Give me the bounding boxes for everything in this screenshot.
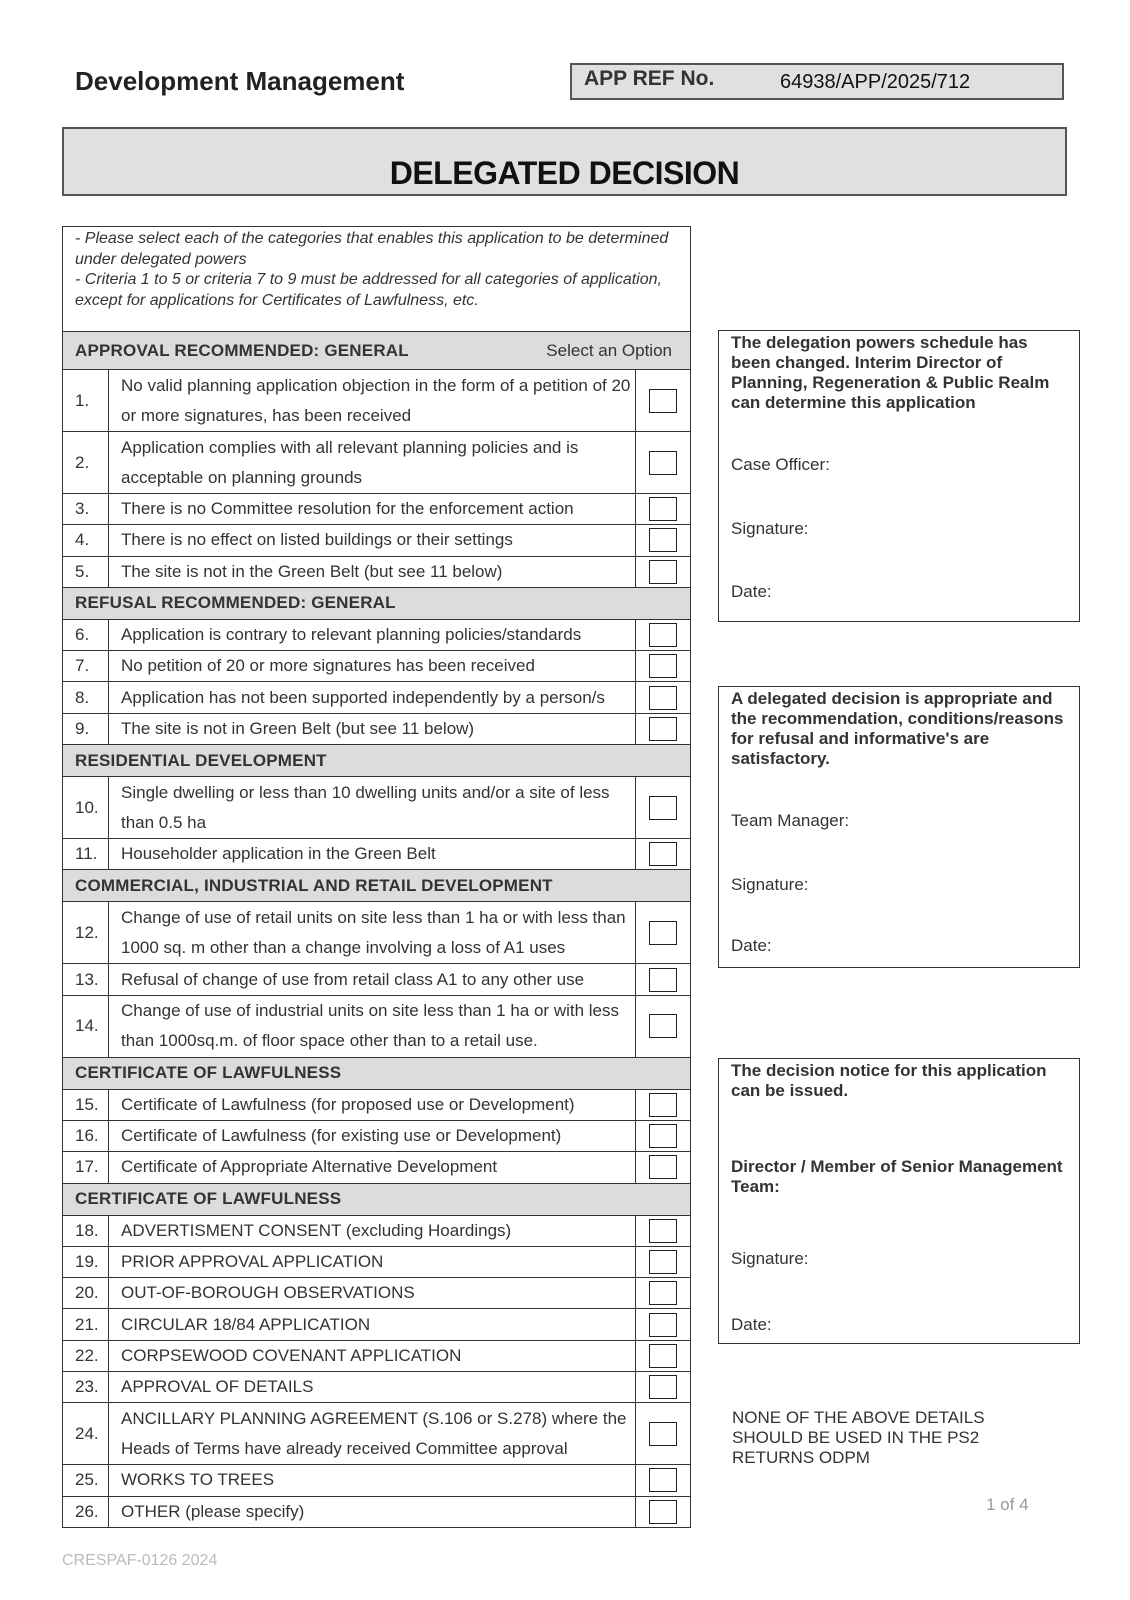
section-header — [63, 332, 691, 370]
criteria-checkbox[interactable] — [649, 796, 677, 820]
date-field[interactable]: Date: — [731, 582, 772, 601]
criteria-number: 1. — [63, 370, 109, 432]
criteria-number: 11. — [63, 839, 109, 870]
section-label: CERTIFICATE OF LAWFULNESS — [75, 1189, 342, 1209]
criteria-checkbox[interactable] — [649, 528, 677, 552]
criteria-checkbox[interactable] — [649, 1344, 677, 1368]
checkbox-cell — [636, 1152, 691, 1183]
checkbox-cell — [636, 1089, 691, 1120]
criteria-text: OTHER (please specify) — [109, 1496, 636, 1527]
criteria-text: No petition of 20 or more signatures has been received — [109, 651, 636, 682]
criteria-number: 4. — [63, 525, 109, 556]
date-field[interactable]: Date: — [731, 936, 772, 955]
criteria-row — [63, 964, 691, 995]
criteria-text: The site is not in the Green Belt (but see 11 below) — [109, 556, 636, 587]
criteria-row — [63, 1246, 691, 1277]
criteria-row — [63, 1152, 691, 1183]
criteria-row — [63, 777, 691, 839]
criteria-row — [63, 432, 691, 494]
checkbox-cell — [636, 839, 691, 870]
checkbox-cell — [636, 964, 691, 995]
team-manager-box — [718, 686, 1080, 968]
criteria-text: Certificate of Appropriate Alternative Development — [109, 1152, 636, 1183]
ps2-notice: NONE OF THE ABOVE DETAILS SHOULD BE USED IN THE PS2 RETURNS ODPM — [732, 1408, 985, 1467]
criteria-text: There is no effect on listed buildings or their settings — [109, 525, 636, 556]
criteria-checkbox[interactable] — [649, 1124, 677, 1148]
date-field[interactable]: Date: — [731, 1315, 772, 1334]
checkbox-cell — [636, 1340, 691, 1371]
page-indicator: 1 of 4 — [986, 1495, 1029, 1514]
section-header — [63, 870, 691, 902]
signature-field[interactable]: Signature: — [731, 1249, 809, 1268]
criteria-text: The site is not in Green Belt (but see 11 below) — [109, 713, 636, 744]
case-officer-field[interactable]: Case Officer: — [731, 455, 830, 474]
app-ref-box — [570, 63, 1064, 100]
checkbox-cell — [636, 1496, 691, 1527]
criteria-row — [63, 1215, 691, 1246]
checkbox-cell — [636, 682, 691, 713]
checkbox-cell — [636, 902, 691, 964]
criteria-number: 23. — [63, 1372, 109, 1403]
criteria-number: 21. — [63, 1309, 109, 1340]
criteria-text: No valid planning application objection in the form of a petition of 20 or more signatures, has been received — [109, 370, 636, 432]
criteria-row — [63, 1120, 691, 1151]
criteria-row — [63, 525, 691, 556]
section-header — [63, 587, 691, 619]
left-column — [62, 226, 691, 1528]
criteria-text: OUT-OF-BOROUGH OBSERVATIONS — [109, 1278, 636, 1309]
criteria-row — [63, 651, 691, 682]
criteria-checkbox[interactable] — [649, 623, 677, 647]
criteria-row — [63, 902, 691, 964]
criteria-number: 26. — [63, 1496, 109, 1527]
criteria-row — [63, 619, 691, 650]
criteria-checkbox[interactable] — [649, 1093, 677, 1117]
criteria-text: Refusal of change of use from retail class A1 to any other use — [109, 964, 636, 995]
criteria-checkbox[interactable] — [649, 497, 677, 521]
app-ref-value: 64938/APP/2025/712 — [780, 71, 971, 93]
approval-text: A delegated decision is appropriate and the recommendation, conditions/reasons for refusal and informative's are satisfactory. — [731, 689, 1064, 768]
checkbox-cell — [636, 1278, 691, 1309]
criteria-checkbox[interactable] — [649, 560, 677, 584]
instruction-line: - Please select each of the categories that enables this application to be determined under delegated powers — [75, 230, 669, 268]
checkbox-cell — [636, 556, 691, 587]
criteria-text: Change of use of industrial units on site less than 1 ha or with less than 1000sq.m. of floor space other than to a retail use. — [109, 995, 636, 1057]
select-option-label: Select an Option — [546, 340, 672, 360]
criteria-number: 25. — [63, 1465, 109, 1496]
section-label: CERTIFICATE OF LAWFULNESS — [75, 1063, 342, 1083]
criteria-checkbox[interactable] — [649, 1500, 677, 1524]
criteria-row — [63, 1403, 691, 1465]
checkbox-cell — [636, 1246, 691, 1277]
criteria-row — [63, 995, 691, 1057]
checkbox-cell — [636, 995, 691, 1057]
checkbox-cell — [636, 1215, 691, 1246]
criteria-number: 16. — [63, 1120, 109, 1151]
checkbox-cell — [636, 1403, 691, 1465]
criteria-checkbox[interactable] — [649, 654, 677, 678]
criteria-row — [63, 1496, 691, 1527]
criteria-number: 17. — [63, 1152, 109, 1183]
criteria-number: 10. — [63, 777, 109, 839]
section-label: REFUSAL RECOMMENDED: GENERAL — [75, 593, 396, 613]
criteria-row — [63, 556, 691, 587]
criteria-number: 13. — [63, 964, 109, 995]
criteria-table — [62, 331, 691, 1528]
criteria-row — [63, 1465, 691, 1496]
checkbox-cell — [636, 1120, 691, 1151]
criteria-text: ADVERTISMENT CONSENT (excluding Hoardings) — [109, 1215, 636, 1246]
checkbox-cell — [636, 432, 691, 494]
criteria-text: Householder application in the Green Belt — [109, 839, 636, 870]
criteria-number: 18. — [63, 1215, 109, 1246]
criteria-text: There is no Committee resolution for the enforcement action — [109, 494, 636, 525]
section-header — [63, 745, 691, 777]
criteria-checkbox[interactable] — [649, 686, 677, 710]
checkbox-cell — [636, 651, 691, 682]
criteria-row — [63, 370, 691, 432]
criteria-text: Single dwelling or less than 10 dwelling units and/or a site of less than 0.5 ha — [109, 777, 636, 839]
issue-text: The decision notice for this application can be issued. — [731, 1061, 1047, 1100]
criteria-checkbox[interactable] — [649, 1313, 677, 1337]
criteria-number: 12. — [63, 902, 109, 964]
criteria-checkbox[interactable] — [649, 1155, 677, 1179]
criteria-checkbox[interactable] — [649, 968, 677, 992]
criteria-number: 24. — [63, 1403, 109, 1465]
criteria-row — [63, 682, 691, 713]
criteria-number: 9. — [63, 713, 109, 744]
criteria-number: 20. — [63, 1278, 109, 1309]
section-header — [63, 1057, 691, 1089]
delegation-box — [718, 330, 1080, 622]
criteria-row — [63, 839, 691, 870]
criteria-number: 8. — [63, 682, 109, 713]
criteria-text: Certificate of Lawfulness (for proposed use or Development) — [109, 1089, 636, 1120]
criteria-checkbox[interactable] — [649, 1014, 677, 1038]
criteria-row — [63, 1340, 691, 1371]
criteria-text: WORKS TO TREES — [109, 1465, 636, 1496]
section-label: COMMERCIAL, INDUSTRIAL AND RETAIL DEVELOPMENT — [75, 875, 553, 895]
director-box — [718, 1058, 1080, 1344]
checkbox-cell — [636, 1309, 691, 1340]
criteria-checkbox[interactable] — [649, 1375, 677, 1399]
checkbox-cell — [636, 494, 691, 525]
page-title: DELEGATED DECISION — [389, 155, 740, 191]
checkbox-cell — [636, 777, 691, 839]
criteria-text: ANCILLARY PLANNING AGREEMENT (S.106 or S.278) where the Heads of Terms have already received Committee approval — [109, 1403, 636, 1465]
app-ref-label: APP REF No. — [584, 67, 715, 90]
instruction-line: - Criteria 1 to 5 or criteria 7 to 9 must be addressed for all categories of application, except for applications for Certificates of Lawfulness, etc. — [75, 271, 662, 309]
director-field[interactable]: Director / Member of Senior Management Team: — [731, 1157, 1063, 1196]
criteria-number: 14. — [63, 995, 109, 1057]
checkbox-cell — [636, 370, 691, 432]
criteria-number: 3. — [63, 494, 109, 525]
signature-field[interactable]: Signature: — [731, 519, 809, 538]
criteria-text: Change of use of retail units on site less than 1 ha or with less than 1000 sq. m other than a change involving a loss of A1 uses — [109, 902, 636, 964]
criteria-checkbox[interactable] — [649, 451, 677, 475]
delegation-text: The delegation powers schedule has been changed. Interim Director of Planning, Regeneration & Public Realm can determine this application — [731, 333, 1050, 412]
criteria-text: CIRCULAR 18/84 APPLICATION — [109, 1309, 636, 1340]
instructions — [62, 226, 691, 331]
criteria-text: Application is contrary to relevant planning policies/standards — [109, 619, 636, 650]
criteria-checkbox[interactable] — [649, 1281, 677, 1305]
criteria-row — [63, 713, 691, 744]
department-title: Development Management — [75, 66, 405, 96]
criteria-row — [63, 1372, 691, 1403]
criteria-checkbox[interactable] — [649, 1422, 677, 1446]
criteria-number: 15. — [63, 1089, 109, 1120]
criteria-number: 19. — [63, 1246, 109, 1277]
section-label: RESIDENTIAL DEVELOPMENT — [75, 750, 327, 770]
signature-field[interactable]: Signature: — [731, 875, 809, 894]
criteria-row — [63, 1089, 691, 1120]
criteria-number: 22. — [63, 1340, 109, 1371]
criteria-checkbox[interactable] — [649, 1468, 677, 1492]
watermark: CRESPAF-0126 2024 — [62, 1552, 218, 1569]
team-manager-field[interactable]: Team Manager: — [731, 811, 850, 830]
criteria-checkbox[interactable] — [649, 717, 677, 741]
section-label: APPROVAL RECOMMENDED: GENERAL — [75, 340, 409, 360]
page-title-box — [62, 127, 1067, 196]
criteria-checkbox[interactable] — [649, 389, 677, 413]
checkbox-cell — [636, 713, 691, 744]
criteria-text: PRIOR APPROVAL APPLICATION — [109, 1246, 636, 1277]
criteria-row — [63, 1278, 691, 1309]
criteria-checkbox[interactable] — [649, 1250, 677, 1274]
criteria-text: APPROVAL OF DETAILS — [109, 1372, 636, 1403]
criteria-checkbox[interactable] — [649, 842, 677, 866]
criteria-row — [63, 1309, 691, 1340]
section-header — [63, 1183, 691, 1215]
checkbox-cell — [636, 1372, 691, 1403]
criteria-row — [63, 494, 691, 525]
criteria-text: Application has not been supported independently by a person/s — [109, 682, 636, 713]
criteria-text: Certificate of Lawfulness (for existing use or Development) — [109, 1120, 636, 1151]
checkbox-cell — [636, 619, 691, 650]
criteria-text: Application complies with all relevant planning policies and is acceptable on planning grounds — [109, 432, 636, 494]
criteria-checkbox[interactable] — [649, 1219, 677, 1243]
criteria-number: 2. — [63, 432, 109, 494]
checkbox-cell — [636, 525, 691, 556]
criteria-number: 5. — [63, 556, 109, 587]
criteria-number: 6. — [63, 619, 109, 650]
criteria-number: 7. — [63, 651, 109, 682]
criteria-text: CORPSEWOOD COVENANT APPLICATION — [109, 1340, 636, 1371]
criteria-checkbox[interactable] — [649, 921, 677, 945]
checkbox-cell — [636, 1465, 691, 1496]
